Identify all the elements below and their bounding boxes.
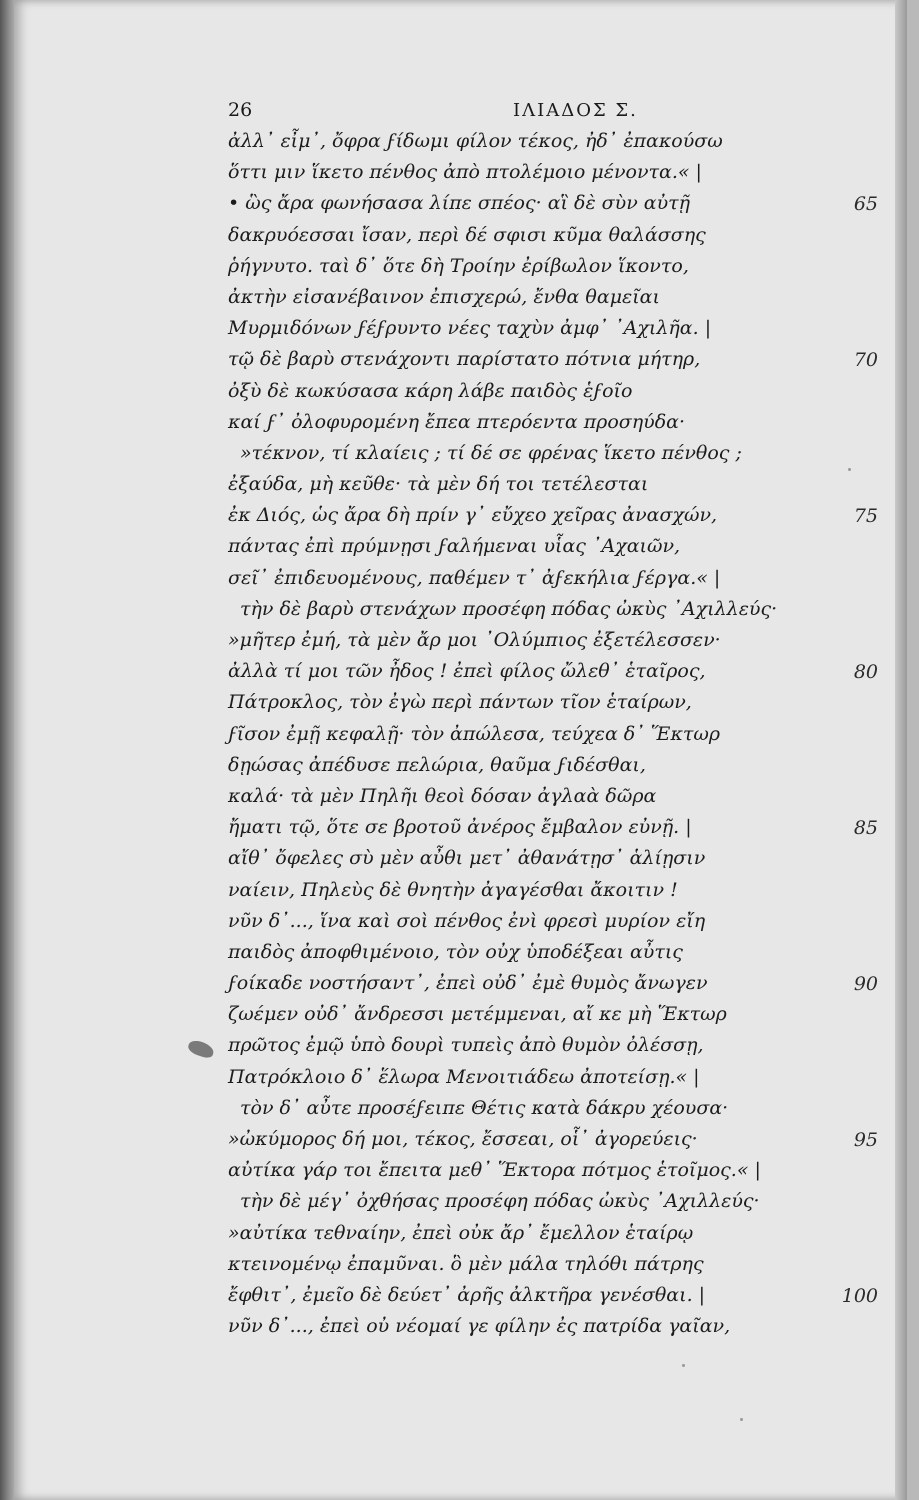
verse-text: καλά· τὰ μὲν Πηλῆι θεοὶ δόσαν ἀγλαὰ δῶρα [228,784,657,807]
verse-line [0,1064,919,1095]
verse-line [0,970,919,1001]
verse-text: ϝοίκαδε νοστήσαντ᾽, ἐπεὶ οὐδ᾽ ἐμὲ θυμὸς ἄνωγεν [228,972,708,995]
verse-line [0,471,919,502]
verse-text: ναίειν, Πηλεὺς δὲ θνητὴν ἀγαγέσθαι ἄκοιτιν ! [228,878,678,901]
verse-line [0,845,919,876]
verse-line [0,1220,919,1251]
verse-text: τὸν δ᾽ αὖτε προσέϝειπε Θέτις κατὰ δάκρυ χέουσα· [240,1096,729,1119]
verse-block [0,128,919,1344]
page-number: 26 [228,99,253,121]
verse-line [0,658,919,689]
verse-text: καί ϝ᾽ ὀλοφυρομένη ἔπεα πτερόεντα προσηύδα· [228,410,686,433]
verse-text: »μῆτερ ἐμή, τὰ μὲν ἄρ μοι ᾽Ολύμπιος ἐξετέλεσσεν· [228,629,721,651]
line-number: 65 [853,193,878,216]
verse-text: τὴν δὲ βαρὺ στενάχων προσέφη πόδας ὠκὺς ᾽Αχιλλεύς· [240,597,778,620]
verse-text: Πάτροκλος, τὸν ἐγὼ περὶ πάντων τῖον ἑταίρων, [228,691,692,714]
paper-speck [682,1364,685,1367]
verse-line [0,783,919,814]
verse-text: αὐτίκα γάρ τοι ἔπειτα μεθ᾽ Ἕκτορα πότμος ἑτοῖμος.« | [228,1159,761,1182]
verse-line [0,1188,919,1219]
verse-line [0,627,919,658]
verse-text: Πατρόκλοιο δ᾽ ἕλωρα Μενοιτιάδεω ἀποτείσῃ.« | [228,1065,700,1088]
verse-text: πρῶτος ἐμῷ ὑπὸ δουρὶ τυπεὶς ἀπὸ θυμὸν ὀλέσσῃ, [228,1034,704,1057]
verse-line [0,502,919,533]
verse-line [0,1001,919,1032]
verse-line [0,1251,919,1282]
verse-text: »τέκνον, τί κλαίεις ; τί δέ σε φρένας ἵκετο πένθος ; [240,441,742,464]
verse-text: ὀξὺ δὲ κωκύσασα κάρη λάβε παιδὸς ἑϝοῖο [228,379,633,402]
line-number: 95 [853,1129,878,1151]
verse-text: δακρυόεσσαι ἴσαν, περὶ δέ σφισι κῦμα θαλάσσης [228,223,706,246]
verse-text: αἴθ᾽ ὄφελες σὺ μὲν αὖθι μετ᾽ ἀθανάτῃσ᾽ ἁλίῃσιν [228,847,706,870]
verse-text: ἀλλ᾽ εἶμ᾽, ὄφρα ϝίδωμι φίλον τέκος, ἠδ᾽ ἐπακούσω [228,130,723,152]
verse-text: σεῖ᾽ ἐπιδευομένους, παθέμεν τ᾽ ἀϝεκήλια ϝέργα.« | [228,566,721,589]
verse-line [0,1126,919,1157]
verse-text: ὅττι μιν ἵκετο πένθος ἀπὸ πτολέμοιο μένοντα.« | [228,161,702,184]
verse-line [0,440,919,471]
verse-text: ϝῖσον ἐμῇ κεφαλῇ· τὸν ἀπώλεσα, τεύχεα δ᾽ Ἕκτωρ [228,722,721,745]
verse-text: ἤματι τῷ, ὅτε σε βροτοῦ ἀνέρος ἔμβαλον εὐνῇ. | [228,816,692,839]
verse-line [0,190,919,221]
verse-line [0,565,919,596]
verse-line [0,1282,919,1313]
verse-line [0,533,919,564]
verse-text: »αὐτίκα τεθναίην, ἐπεὶ οὐκ ἄρ᾽ ἔμελλον ἑταίρῳ [228,1221,694,1244]
verse-text: νῦν δ᾽..., ἵνα καὶ σοὶ πένθος ἐνὶ φρεσὶ μυρίον εἴη [228,909,706,932]
line-number: 80 [853,661,878,684]
verse-line [0,284,919,315]
verse-text: ῥήγνυτο. ταὶ δ᾽ ὅτε δὴ Τροίην ἐρίβωλον ἵκοντο, [228,254,689,277]
line-number: 100 [841,1284,878,1307]
verse-line [0,409,919,440]
verse-text: ζωέμεν οὐδ᾽ ἄνδρεσσι μετέμμεναι, αἴ κε μὴ Ἕκτωρ [228,1003,727,1026]
verse-text: νῦν δ᾽..., ἐπεὶ οὐ νέομαί γε φίλην ἐς πατρίδα γαῖαν, [228,1315,731,1338]
verse-line [0,721,919,752]
verse-line [0,222,919,253]
verse-line [0,939,919,970]
verse-text: παιδὸς ἀποφθιμένοιο, τὸν οὐχ ὑποδέξεαι αὖτις [228,940,683,963]
verse-line [0,346,919,377]
line-number: 90 [853,973,878,996]
running-head: ΙΛΙΑΔΟΣ Σ. [513,100,638,121]
verse-text: ἔφθιτ᾽, ἐμεῖο δὲ δεύετ᾽ ἀρῆς ἀλκτῆρα γενέσθαι. | [228,1283,706,1306]
paper-speck [740,1418,743,1421]
verse-text: τὴν δὲ μέγ᾽ ὀχθήσας προσέφη πόδας ὠκὺς ᾽Αχιλλεύς· [240,1190,760,1213]
verse-text: ἀκτὴν εἰσανέβαινον ἐπισχερώ, ἔνθα θαμεῖαι [228,285,660,308]
verse-line [0,253,919,284]
line-number: 85 [853,817,878,840]
verse-text: κτεινομένῳ ἐπαμῦναι. ὃ μὲν μάλα τηλόθι πάτρης [228,1252,704,1275]
verse-text: »ὠκύμορος δή μοι, τέκος, ἔσσεαι, οἷ᾽ ἀγορεύεις· [228,1128,698,1150]
verse-line [0,1032,919,1063]
verse-line [0,1095,919,1126]
verse-line [0,378,919,409]
verse-line [0,877,919,908]
verse-line [0,689,919,720]
verse-text: πάντας ἐπὶ πρύμνῃσι ϝαλήμεναι υἷας ᾽Αχαιῶν, [228,535,681,558]
verse-text: τῷ δὲ βαρὺ στενάχοντι παρίστατο πότνια μήτηρ, [228,348,701,371]
verse-line [0,159,919,190]
line-number: 70 [853,349,878,372]
line-number: 75 [853,505,878,528]
verse-line [0,908,919,939]
verse-text: δῃώσας ἀπέδυσε πελώρια, θαῦμα ϝιδέσθαι, [228,753,646,776]
paper-speck [848,468,851,471]
verse-line [0,128,919,159]
verse-line [0,752,919,783]
verse-text: ἐκ Διός, ὡς ἄρα δὴ πρίν γ᾽ εὔχεο χεῖρας ἀνασχών, [228,504,718,527]
verse-text: Μυρμιδόνων ϝέϝρυντο νέες ταχὺν ἀμφ᾽ ᾽Αχιλῆα. | [228,317,712,340]
verse-text: ἐξαύδα, μὴ κεῦθε· τὰ μὲν δή τοι τετέλεσται [228,473,649,496]
verse-line [0,315,919,346]
verse-line [0,814,919,845]
verse-text: ἀλλὰ τί μοι τῶν ἦδος ! ἐπεὶ φίλος ὤλεθ᾽ ἑταῖρος, [228,660,706,683]
verse-line [0,1157,919,1188]
verse-line [0,1313,919,1344]
verse-line [0,596,919,627]
verse-text: • ὣς ἄρα φωνήσασα λίπε σπέος· αἳ δὲ σὺν αὐτῇ [228,192,691,215]
